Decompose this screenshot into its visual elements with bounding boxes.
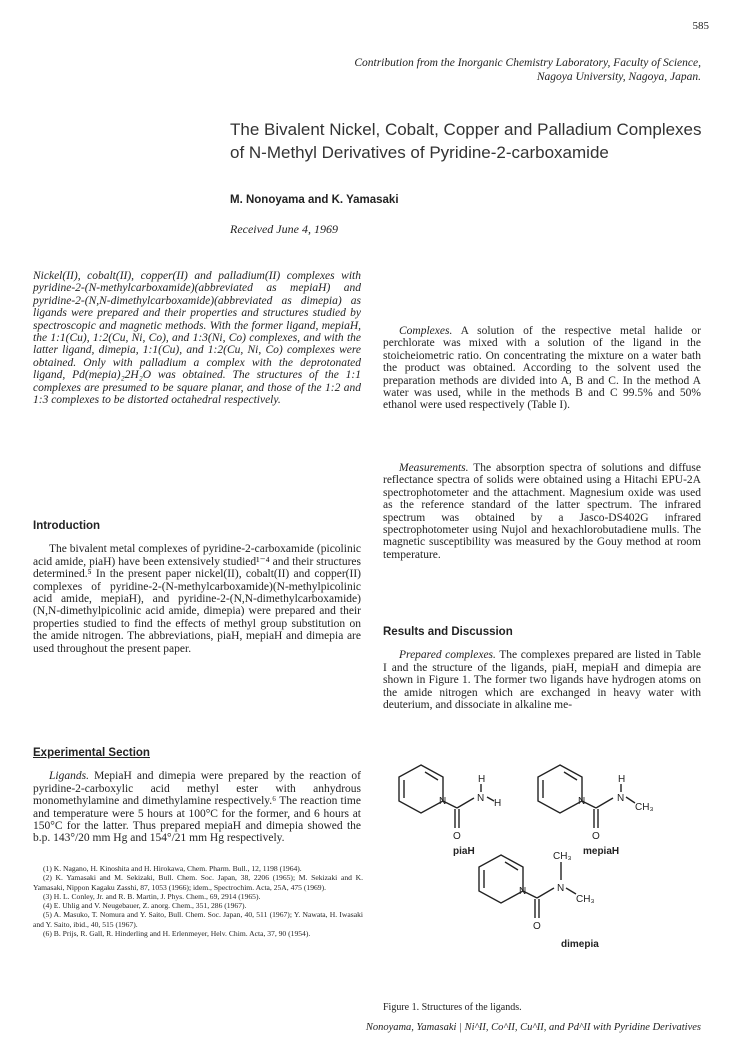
introduction-heading: Introduction [33, 520, 101, 532]
measurements-label: Measurements. [399, 462, 469, 474]
reference-item: (4) E. Uhlig and V. Neugebauer, Z. anorg. Chem., 351, 286 (1967). [43, 901, 247, 911]
dimepia-ring-n: N [519, 886, 527, 897]
piah-o-atom: O [453, 831, 461, 842]
prepared-paragraph [383, 649, 701, 711]
piah-ring-n: N [439, 796, 447, 807]
ligands-text: MepiaH and dimepia were prepared by the reaction of pyridine-2-carboxylic acid methyl ester with anhydrous monomethylamine and dimethylamine respectively.⁶ The reaction time and temperature were 5 hours at 100°C for the former, and 6 hours at 150°C for the latter. Thus prepared mepiaH and dimepia showed the b.p. 143°/20 mm Hg and 154°/21 mm Hg respectively. [33, 770, 361, 845]
piah-pyridine-ring [399, 765, 443, 813]
references [33, 864, 363, 938]
authors: M. Nonoyama and K. Yamasaki [230, 194, 399, 206]
complexes-paragraph [383, 325, 701, 412]
results-heading: Results and Discussion [383, 626, 513, 638]
prepared-label: Prepared complexes. [399, 649, 496, 662]
prepared-text: The complexes prepared are listed in Table I and the structure of the ligands, piaH, mepiaH and dimepia are shown in Figure 1. The former two ligands have hydrogen atoms on the amide nitrogen which are exchanged in heavy water with deuterium, and dissociate in alkaline me- [383, 649, 701, 712]
figure-ligand-structures [383, 760, 713, 996]
mepiah-pyridine-ring [538, 765, 582, 813]
piah-h-atom: H [478, 774, 486, 785]
complexes-label: Complexes. [399, 325, 453, 337]
contribution-note: Contribution from the Inorganic Chemistry Laboratory, Faculty of Science, Nagoya University, Nagoya, Japan. [354, 57, 701, 83]
dimepia-ch3-top: CH₃ [553, 851, 572, 862]
running-footer: Nonoyama, Yamasaki | Ni^II, Co^II, Cu^II, and Pd^II with Pyridine Derivatives [365, 1022, 701, 1033]
dimepia-amide-n: N [557, 883, 565, 894]
introduction-section [33, 520, 361, 655]
reference-item: (5) A. Masuko, T. Nomura and Y. Saito, Bull. Chem. Soc. Japan, 40, 511 (1967); Y. Nawata, H. Iwasaki and Y. Saito, ibid., 40, 515 (1967). [33, 910, 363, 929]
measurements-text: The absorption spectra of solutions and diffuse reflectance spectra of solids were obtained using a Hitachi EPU-2A spectrophotometer and the attachment. Magnesium oxide was used as the reference standard of the latter spectrum. The infrared spectrum was obtained by a Jasco-DS402G infrared spectrophotometer using Nujol and hexachlorobutadiene mulls. The magnetic susceptibility was measured by the Gouy method at room temperature. [383, 462, 701, 561]
received-date: Received June 4, 1969 [230, 222, 338, 236]
experimental-section [33, 747, 361, 845]
piah-label: piaH [453, 846, 475, 857]
dimepia-pyridine-ring [479, 855, 523, 903]
mepiah-amide-n: N [617, 793, 625, 804]
experimental-heading: Experimental Section [33, 747, 150, 759]
ligands-paragraph [33, 770, 361, 844]
reference-item: (2) K. Yamasaki and M. Sekizaki, Bull. Chem. Soc. Japan, 38, 2206 (1965); M. Sekizaki and K. Yamasaki, Nippon Kagaku Zasshi, 87, 1053 (1966); idem., Spectrochim. Acta, 25A, 475 (1969). [33, 873, 363, 892]
complexes-text: A solution of the respective metal halide or perchlorate was mixed with a solution of the ligand in the stoicheiometric ratio. On concentrating the mixture on a water bath the product was obtained. According to the solvent used the preparation methods are divided into A, B and C. In the method A water was used, while in the methods B and C 99.5% and 50% ethanol were used respectively (Table I). [383, 325, 701, 412]
mepiah-ch3: CH₃ [635, 802, 654, 813]
dimepia-o-atom: O [533, 921, 541, 932]
reference-item: (1) K. Nagano, H. Kinoshita and H. Hirokawa, Chem. Pharm. Bull., 12, 1198 (1964). [43, 864, 302, 873]
introduction-text: The bivalent metal complexes of pyridine-2-carboxamide (picolinic acid amide, piaH) have been extensively studied¹⁻⁴ and their structures determined.⁵ In the present paper nickel(II), cobalt(II) and copper(II) complexes of pyridine-2-(N-methylcarboxamide)(N-methylpicolinic acid amide, mepiaH), and pyridine-2-(N,N-dimethylcarboxamide)(N,N-dimethylpicolinic acid amide, dimepia) were prepared and their properties studied to find the effects of methyl group substitution on the amide nitrogen. The abbreviations, piaH, mepiaH and dimepia are used throughout the present paper. [33, 543, 361, 655]
mepiah-label: mepiaH [583, 846, 620, 857]
results-section [383, 626, 701, 711]
mepiah-ring-n: N [578, 796, 586, 807]
measurements-paragraph [383, 462, 701, 561]
dimepia-label: dimepia [561, 939, 599, 950]
mepiah-h-atom: H [618, 774, 626, 785]
piah-amide-n: N [477, 793, 485, 804]
abstract: Nickel(II), cobalt(II), copper(II) and palladium(II) complexes with pyridine-2-(N-methylcarboxamide)(abbreviated as mepiaH) and pyridine-2-(N,N-dimethylcarboxamide)(abbreviated as dimepia) as ligands were prepared and their properties and structures studied by spectroscopic and magnetic methods. With the former ligand, mepiaH, the 1:1(Cu), 1:2(Cu, Ni, Co), and 1:3(Ni, Co) complexes, and with the latter ligand, dimepia, 1:1(Cu), and 1:2(Cu, Ni, Co) complexes were obtained. Only with palladium a complex with the deprotonated ligand, Pd(mepia)₂2H₂O was obtained. The structures of the 1:1 complexes are presumed to be square planar, and those of the 1:2 and 1:3 complexes to be distorted octahedral respectively. [33, 270, 361, 407]
page-number: 585 [692, 20, 709, 32]
reference-item: (3) H. L. Conley, Jr. and R. B. Martin, J. Phys. Chem., 69, 2914 (1965). [43, 891, 261, 901]
dimepia-ch3-right: CH₃ [576, 894, 595, 905]
mepiah-o-atom: O [592, 831, 600, 842]
article-title: The Bivalent Nickel, Cobalt, Copper and Palladium Complexes of N-Methyl Derivatives of Pyridine-2-carboxamide [230, 120, 702, 162]
ligands-label: Ligands. [49, 770, 89, 783]
figure-caption: Figure 1. Structures of the ligands. [383, 1002, 522, 1013]
piah-h2-atom: H [494, 798, 502, 809]
reference-item: (6) B. Prijs, R. Gall, R. Hinderling and H. Erlenmeyer, Helv. Chim. Acta, 37, 90 (1954). [43, 929, 311, 939]
